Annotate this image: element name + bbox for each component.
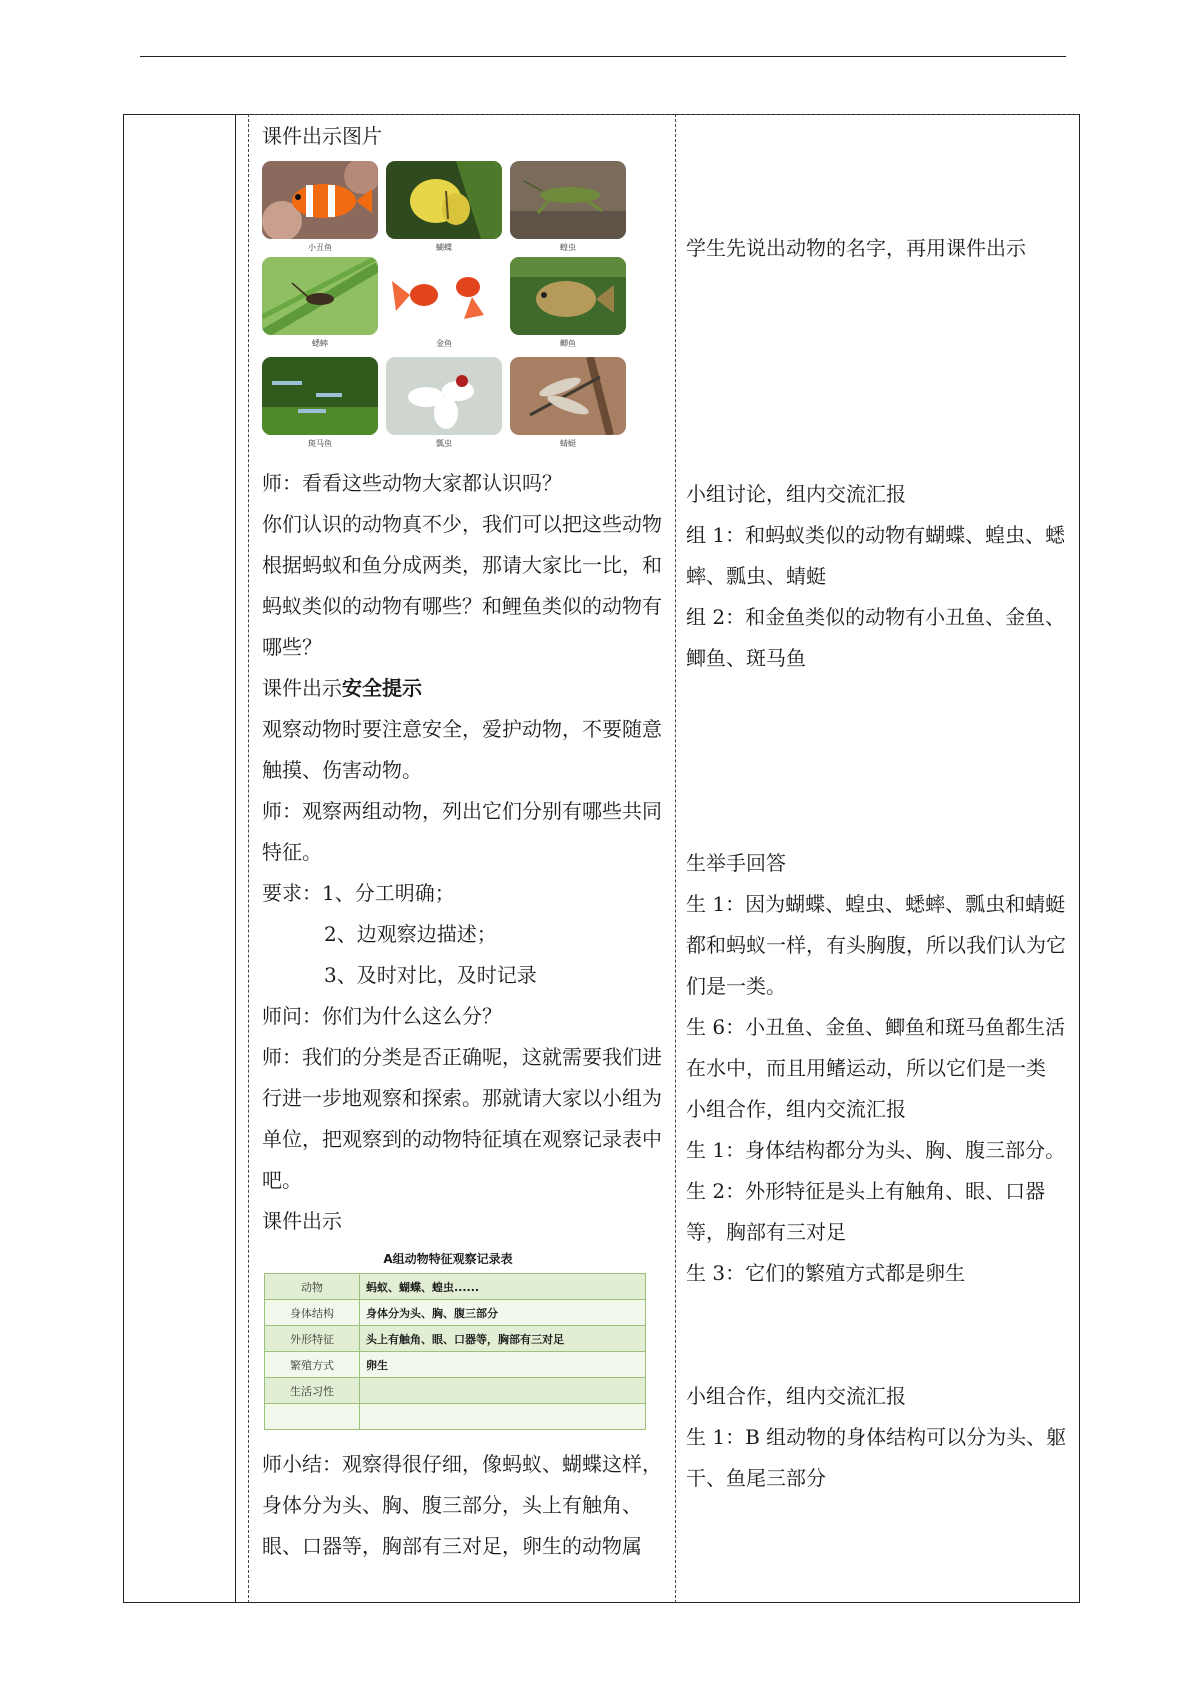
group-answer: 组 2：和金鱼类似的动物有小丑鱼、金鱼、鲫鱼、斑马鱼 bbox=[686, 605, 1066, 670]
table-row bbox=[265, 1352, 646, 1378]
crucian-carp-photo bbox=[510, 257, 626, 335]
row-value: 卵生 bbox=[360, 1352, 646, 1378]
student-answer: 生 3：它们的繁殖方式都是卵生 bbox=[686, 1261, 966, 1285]
animal-card bbox=[262, 257, 378, 350]
teacher-instruction: 你们认识的动物真不少，我们可以把这些动物根据蚂蚁和鱼分成两类，那请大家比一比，和蚂蚁类似的动物有哪些？和鲤鱼类似的动物有哪些？ bbox=[262, 512, 662, 659]
teacher-summary: 师小结：观察得很仔细，像蚂蚁、蝴蝶这样，身体分为头、胸、腹三部分，头上有触角、眼、口器等，胸部有三对足，卵生的动物属 bbox=[262, 1452, 662, 1558]
animal-card bbox=[510, 357, 626, 450]
requirement-item: 2、边观察边描述； bbox=[324, 922, 497, 946]
row-value: 头上有触角、眼、口器等，胸部有三对足 bbox=[360, 1326, 646, 1352]
row-value: 身体分为头、胸、腹三部分 bbox=[360, 1300, 646, 1326]
animal-caption: 瓢虫 bbox=[436, 439, 452, 448]
safety-heading bbox=[262, 668, 670, 709]
animal-card bbox=[510, 161, 626, 254]
locust-photo bbox=[510, 161, 626, 239]
dragonfly-photo bbox=[510, 357, 626, 435]
requirement-item: 要求：1、分工明确； bbox=[262, 881, 455, 905]
teacher-instruction: 师：我们的分类是否正确呢，这就需要我们进行进一步地观察和探索。那就请大家以小组为单位，把观察到的动物特征填在观察记录表中吧。 bbox=[262, 1045, 662, 1192]
row-value: 蚂蚁、蝴蝶、蝗虫...... bbox=[360, 1274, 646, 1300]
courseware-label: 课件出示 bbox=[262, 1209, 342, 1233]
teacher-question: 师问：你们为什么这么分？ bbox=[262, 1004, 502, 1028]
animal-card bbox=[262, 161, 378, 254]
courseware-heading: 课件出示图片 bbox=[262, 124, 382, 148]
animal-caption: 鲫鱼 bbox=[560, 339, 576, 348]
group-answer: 组 1：和蚂蚁类似的动物有蝴蝶、蝗虫、蟋蟀、瓢虫、蜻蜓 bbox=[686, 523, 1066, 588]
row-label: 动物 bbox=[265, 1274, 360, 1300]
student-answer: 生 1：因为蝴蝶、蝗虫、蟋蟀、瓢虫和蜻蜓都和蚂蚁一样，有头胸腹，所以我们认为它们是一类。 bbox=[686, 892, 1066, 998]
student-activity-column bbox=[686, 116, 1072, 1499]
row-label bbox=[265, 1404, 360, 1430]
row-label: 生活习性 bbox=[265, 1378, 360, 1404]
animal-caption: 小丑鱼 bbox=[308, 243, 332, 252]
table-row bbox=[265, 1274, 646, 1300]
animal-caption: 斑马鱼 bbox=[308, 439, 332, 448]
column-divider bbox=[235, 114, 236, 1603]
animal-caption: 金鱼 bbox=[436, 339, 452, 348]
goldfish-photo bbox=[386, 257, 502, 335]
student-activity: 学生先说出动物的名字，再用课件出示 bbox=[686, 236, 1026, 260]
animal-image-grid bbox=[262, 161, 634, 459]
animal-caption: 蜻蜓 bbox=[560, 439, 576, 448]
column-divider bbox=[675, 114, 676, 1603]
teacher-instruction: 师：观察两组动物，列出它们分别有哪些共同特征。 bbox=[262, 799, 662, 864]
header-rule bbox=[140, 56, 1066, 57]
safety-tip-label: 安全提示 bbox=[342, 676, 422, 700]
student-answer: 生 1：身体结构都分为头、胸、腹三部分。 bbox=[686, 1138, 1066, 1162]
row-value bbox=[360, 1378, 646, 1404]
table-row bbox=[265, 1378, 646, 1404]
animal-caption: 蝗虫 bbox=[560, 243, 576, 252]
student-answer: 生 2：外形特征是头上有触角、眼、口器等，胸部有三对足 bbox=[686, 1179, 1046, 1244]
animal-card bbox=[386, 161, 502, 254]
student-activity: 小组合作，组内交流汇报 bbox=[686, 1097, 906, 1121]
zebrafish-photo bbox=[262, 357, 378, 435]
student-activity: 小组合作，组内交流汇报 bbox=[686, 1384, 906, 1408]
column-divider bbox=[248, 114, 249, 1603]
student-answer: 生 6：小丑鱼、金鱼、鲫鱼和斑马鱼都生活在水中，而且用鳍运动，所以它们是一类 bbox=[686, 1015, 1066, 1080]
row-divider bbox=[248, 114, 1078, 115]
row-value bbox=[360, 1404, 646, 1430]
animal-card bbox=[262, 357, 378, 450]
requirement-item: 3、及时对比，及时记录 bbox=[324, 963, 537, 987]
butterfly-photo bbox=[386, 161, 502, 239]
observation-table bbox=[264, 1273, 646, 1430]
clownfish-photo bbox=[262, 161, 378, 239]
courseware-label: 课件出示 bbox=[262, 676, 342, 700]
student-activity: 生举手回答 bbox=[686, 851, 786, 875]
animal-card bbox=[386, 257, 502, 350]
student-answer: 生 1：B 组动物的身体结构可以分为头、躯干、鱼尾三部分 bbox=[686, 1425, 1067, 1490]
row-label: 繁殖方式 bbox=[265, 1352, 360, 1378]
teacher-question: 师：看看这些动物大家都认识吗？ bbox=[262, 471, 562, 495]
observation-table-title: A组动物特征观察记录表 bbox=[383, 1252, 513, 1266]
table-row bbox=[265, 1300, 646, 1326]
cricket-photo bbox=[262, 257, 378, 335]
ladybug-photo bbox=[386, 357, 502, 435]
table-row bbox=[265, 1326, 646, 1352]
row-label: 身体结构 bbox=[265, 1300, 360, 1326]
animal-card bbox=[386, 357, 502, 450]
animal-caption: 蝴蝶 bbox=[436, 243, 452, 252]
safety-text: 观察动物时要注意安全，爱护动物，不要随意触摸、伤害动物。 bbox=[262, 717, 662, 782]
teacher-activity-column bbox=[262, 116, 670, 1567]
student-activity: 小组讨论，组内交流汇报 bbox=[686, 482, 906, 506]
animal-card bbox=[510, 257, 626, 350]
table-row bbox=[265, 1404, 646, 1430]
animal-caption: 蟋蟀 bbox=[312, 339, 328, 348]
row-label: 外形特征 bbox=[265, 1326, 360, 1352]
